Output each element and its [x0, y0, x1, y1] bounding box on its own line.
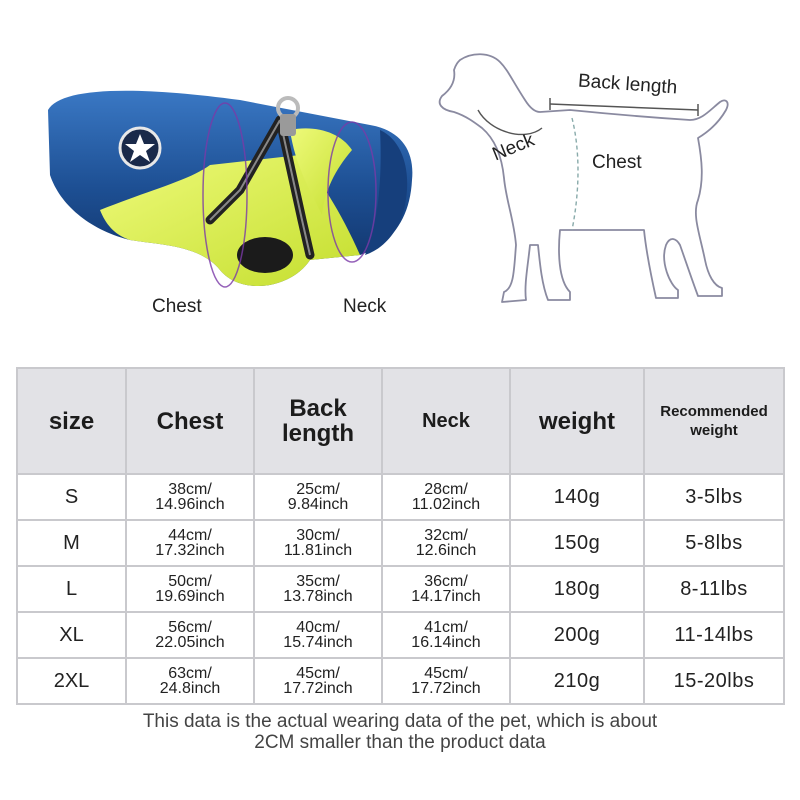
dog-neck-label: Neck [489, 129, 538, 166]
cell-weight: 140g [510, 474, 644, 520]
table-row [17, 474, 784, 520]
header-recommended-weight-text: Recommended weight [660, 403, 768, 439]
header-back-length-text: Back length [282, 395, 354, 447]
header-recommended-weight [644, 368, 784, 474]
neck-guide-line [478, 110, 542, 134]
footnote-line-1: This data is the actual wearing data of the pet, which is about [142, 711, 658, 732]
chest-inch: 22.05inch [155, 634, 225, 651]
chest-cm: 50cm/ [168, 573, 212, 590]
jacket-neck-label: Neck [343, 296, 387, 317]
back-inch: 11.81inch [283, 542, 353, 559]
neck-inch: 11.02inch [411, 496, 481, 513]
cell-back-length [254, 520, 382, 566]
neck-cm: 41cm/ [424, 619, 468, 636]
chest-cm: 63cm/ [168, 665, 212, 682]
cell-back-length [254, 658, 382, 704]
cell-size: 2XL [17, 658, 126, 704]
back-cm: 40cm/ [296, 619, 340, 636]
back-cm: 45cm/ [296, 665, 340, 682]
cell-back-length [254, 474, 382, 520]
cell-weight: 150g [510, 520, 644, 566]
back-length-arrow [550, 104, 698, 110]
neck-inch: 16.14inch [411, 634, 481, 651]
cell-neck [382, 520, 510, 566]
cell-chest [126, 658, 254, 704]
table-row [17, 612, 784, 658]
cell-neck [382, 474, 510, 520]
chest-inch: 19.69inch [155, 588, 225, 605]
cell-back-length [254, 566, 382, 612]
back-cm: 30cm/ [296, 527, 340, 544]
neck-inch: 14.17inch [411, 588, 481, 605]
neck-cm: 32cm/ [424, 527, 468, 544]
cell-chest [126, 566, 254, 612]
cell-neck [382, 658, 510, 704]
cell-size: L [17, 566, 126, 612]
cell-size: S [17, 474, 126, 520]
cell-recommended-weight: 11-14lbs [644, 612, 784, 658]
neck-cm: 45cm/ [424, 665, 468, 682]
header-weight: weight [510, 368, 644, 474]
table-row [17, 566, 784, 612]
back-cm: 25cm/ [296, 481, 340, 498]
back-inch: 17.72inch [283, 680, 353, 697]
cell-weight: 210g [510, 658, 644, 704]
cell-size: XL [17, 612, 126, 658]
chest-cm: 56cm/ [168, 619, 212, 636]
neck-inch: 12.6inch [415, 542, 477, 559]
cell-neck [382, 612, 510, 658]
chest-inch: 24.8inch [159, 680, 221, 697]
leg-opening [237, 237, 293, 273]
header-chest: Chest [126, 368, 254, 474]
table-row [17, 658, 784, 704]
cell-size: M [17, 520, 126, 566]
dog-chest-label: Chest [592, 152, 642, 173]
neck-cm: 28cm/ [424, 481, 468, 498]
neck-inch: 17.72inch [411, 680, 481, 697]
neck-cm: 36cm/ [424, 573, 468, 590]
back-inch: 9.84inch [287, 496, 349, 513]
cell-recommended-weight: 3-5lbs [644, 474, 784, 520]
cell-chest [126, 612, 254, 658]
dog-jacket-image [40, 70, 420, 300]
header-back-length [254, 368, 382, 474]
cell-back-length [254, 612, 382, 658]
chest-cm: 38cm/ [168, 481, 212, 498]
cell-neck [382, 566, 510, 612]
chest-inch: 14.96inch [155, 496, 225, 513]
footnote [0, 711, 800, 753]
cell-weight: 200g [510, 612, 644, 658]
size-chart-table [16, 367, 785, 705]
chest-cm: 44cm/ [168, 527, 212, 544]
cell-weight: 180g [510, 566, 644, 612]
header-size: size [17, 368, 126, 474]
back-inch: 13.78inch [283, 588, 353, 605]
chest-guide-line [572, 118, 578, 230]
header-neck: Neck [382, 368, 510, 474]
chest-inch: 17.32inch [155, 542, 225, 559]
back-cm: 35cm/ [296, 573, 340, 590]
dog-back-length-label: Back length [577, 70, 678, 99]
back-inch: 15.74inch [283, 634, 353, 651]
jacket-chest-label: Chest [152, 296, 202, 317]
footnote-line-2: 2CM smaller than the product data [254, 732, 546, 753]
cell-recommended-weight: 5-8lbs [644, 520, 784, 566]
table-row [17, 520, 784, 566]
cell-recommended-weight: 8-11lbs [644, 566, 784, 612]
cell-chest [126, 520, 254, 566]
cell-recommended-weight: 15-20lbs [644, 658, 784, 704]
cell-chest [126, 474, 254, 520]
